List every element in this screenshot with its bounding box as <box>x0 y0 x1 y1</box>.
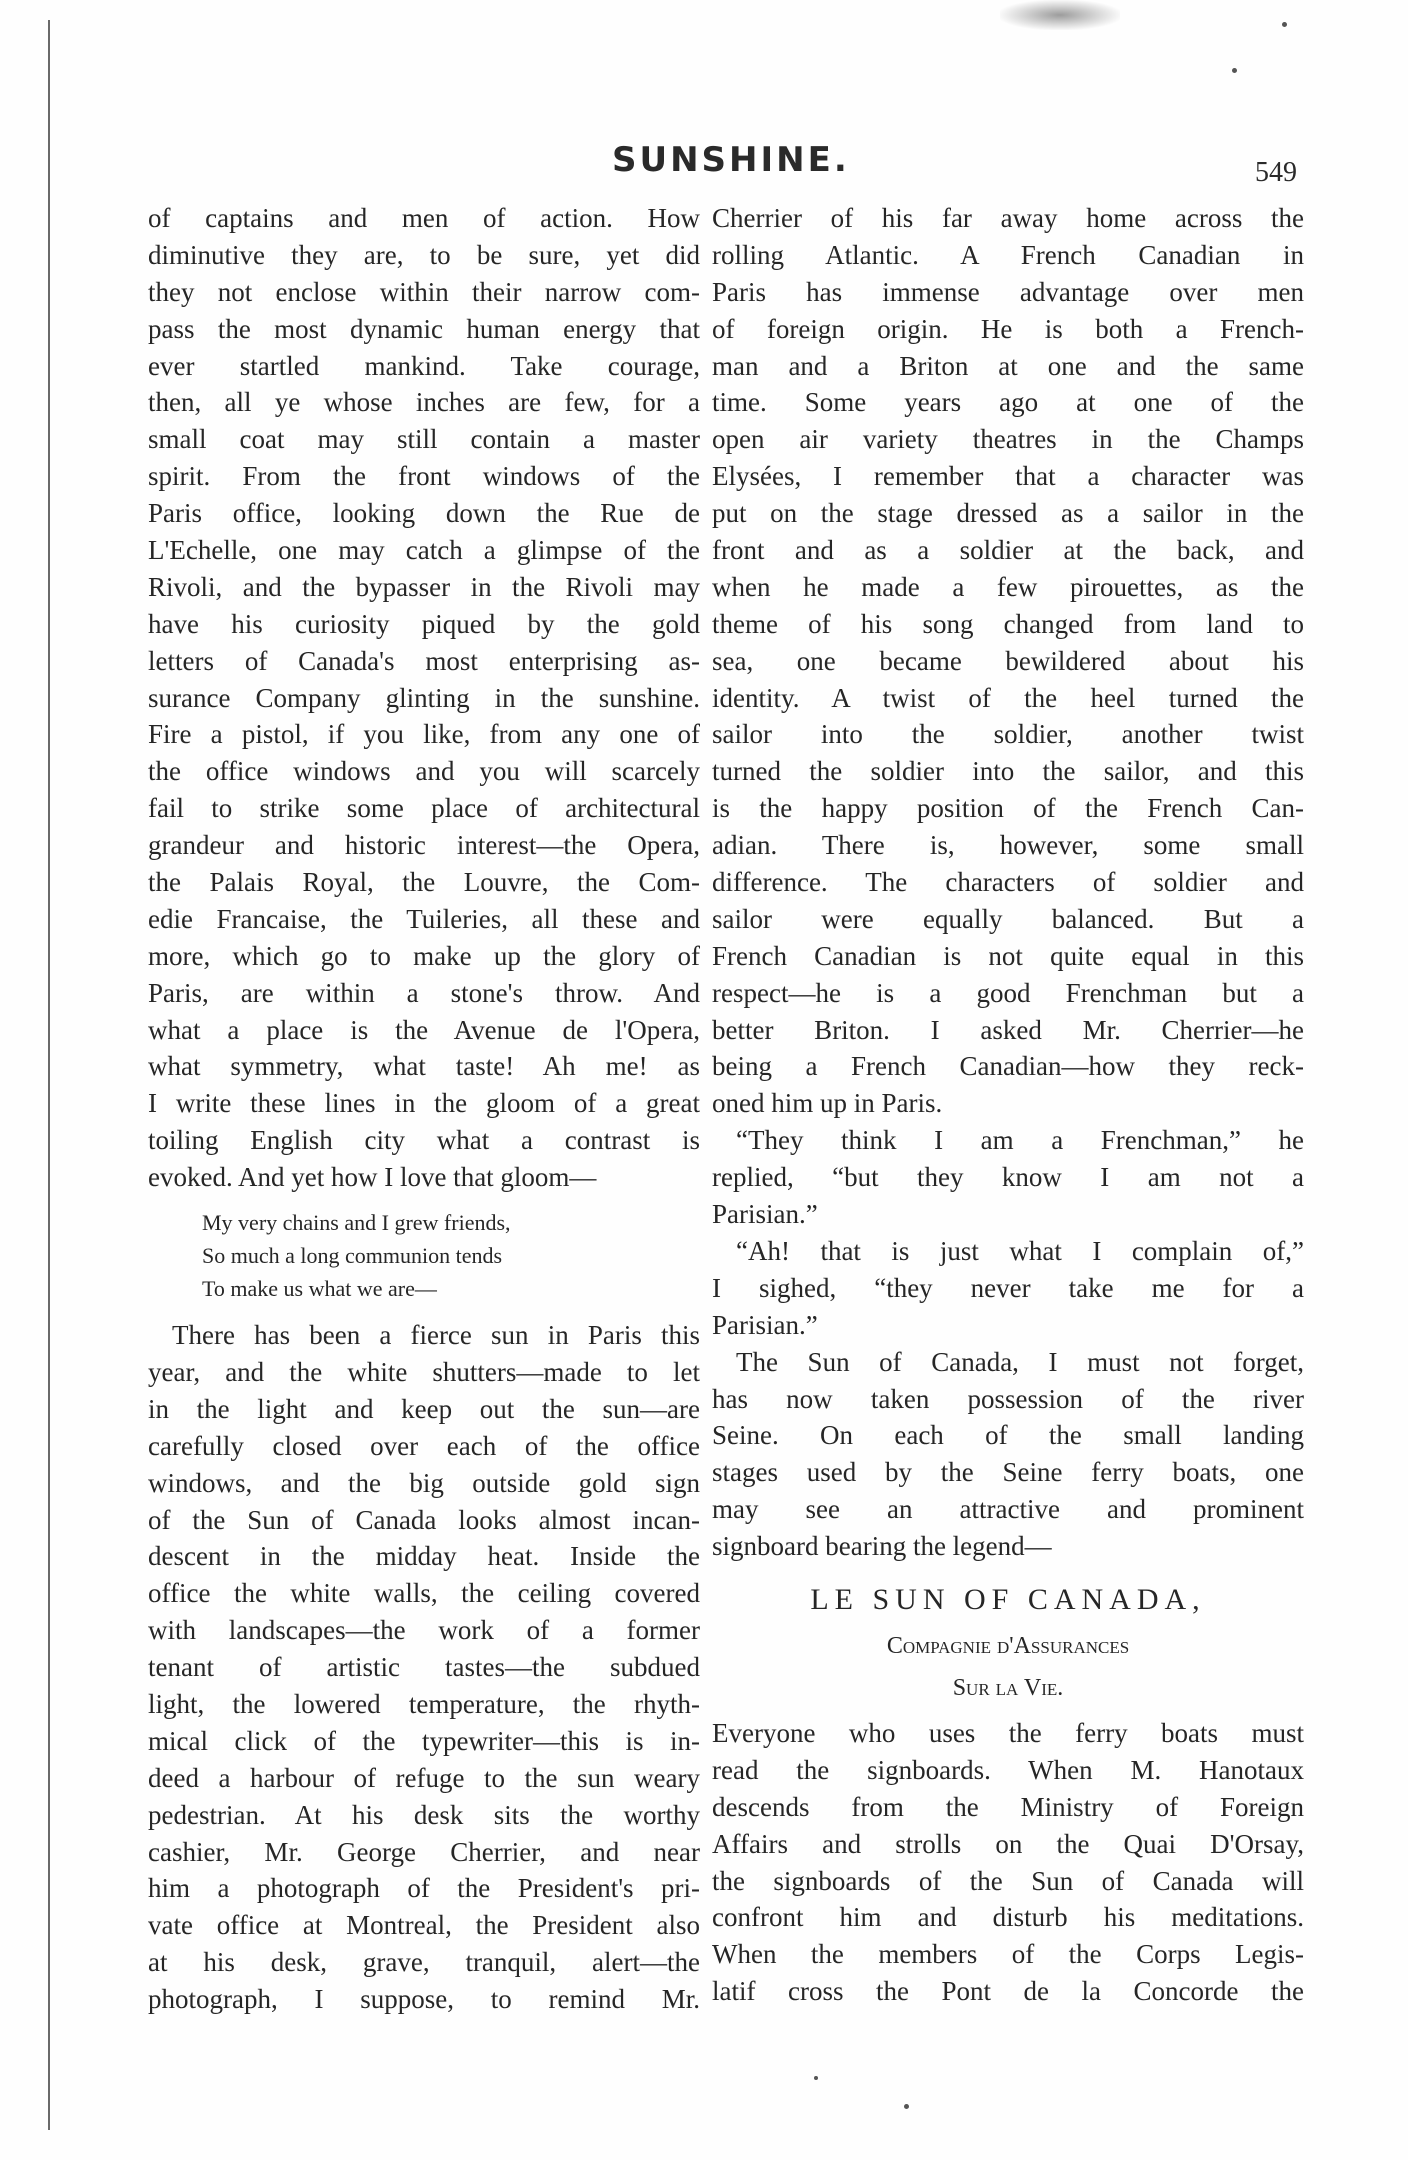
ink-speck <box>1232 68 1237 73</box>
text-line: French Canadian is not quite equal in this <box>712 940 1304 971</box>
paragraph <box>712 1233 1304 1344</box>
paragraph <box>712 1715 1304 2010</box>
text-line: Cherrier of his far away home across the <box>712 203 1304 233</box>
ink-speck <box>1282 22 1287 27</box>
text-line: windows, and the big outside gold sign <box>148 1467 700 1498</box>
poem-line: My very chains and I grew friends, <box>202 1210 511 1236</box>
text-line: Paris, are within a stone's throw. And <box>148 977 700 1008</box>
text-line: turned the soldier into the sailor, and this <box>712 756 1304 787</box>
text-line: carefully closed over each of the office <box>148 1430 700 1461</box>
ink-smudge <box>1000 0 1120 30</box>
text-line: Rivoli, and the bypasser in the Rivoli may <box>148 571 700 602</box>
signboard-legend <box>712 1575 1304 1709</box>
text-line: more, which go to make up the glory of <box>148 940 700 971</box>
text-line: signboard bearing the legend— <box>712 1531 1052 1562</box>
text-line: open air variety theatres in the Champs <box>712 424 1304 455</box>
text-line: tenant of artistic tastes—the subdued <box>148 1652 700 1683</box>
text-line: him a photograph of the President's pri- <box>148 1873 700 1904</box>
text-line: confront him and disturb his meditations. <box>712 1902 1304 1933</box>
text-line: put on the stage dressed as a sailor in the <box>712 498 1304 529</box>
text-line: adian. There is, however, some small <box>712 830 1304 861</box>
paragraph <box>148 1317 700 2018</box>
text-line: the office windows and you will scarcely <box>148 756 700 787</box>
text-line: small coat may still contain a master <box>148 424 700 455</box>
text-line: replied, “but they know I am not a <box>712 1162 1304 1193</box>
text-line: descends from the Ministry of Foreign <box>712 1791 1304 1822</box>
signboard-title: LE SUN OF CANADA, <box>810 1582 1206 1616</box>
poem-line: So much a long communion tends <box>202 1243 503 1269</box>
text-line: Paris has immense advantage over men <box>712 276 1304 307</box>
text-line: I write these lines in the gloom of a great <box>148 1088 700 1119</box>
text-line: “Ah! that is just what I complain of,” <box>736 1235 1304 1266</box>
text-line: in the light and keep out the sun—are <box>148 1393 700 1424</box>
text-line: L'Echelle, one may catch a glimpse of the <box>148 535 700 566</box>
text-line: surance Company glinting in the sunshine. <box>148 682 700 713</box>
text-line: better Briton. I asked Mr. Cherrier—he <box>712 1014 1304 1045</box>
page-number: 549 <box>1255 157 1297 188</box>
text-line: Paris office, looking down the Rue de <box>148 498 700 529</box>
text-line: edie Francaise, the Tuileries, all these and <box>148 903 700 934</box>
text-line: Parisian.” <box>712 1199 818 1230</box>
text-line: may see an attractive and prominent <box>712 1494 1304 1525</box>
text-line: of foreign origin. He is both a French- <box>712 313 1304 344</box>
text-line: theme of his song changed from land to <box>712 608 1304 639</box>
poem-line: To make us what we are— <box>202 1276 437 1302</box>
text-line: There has been a fierce sun in Paris this <box>172 1320 700 1351</box>
text-line: time. Some years ago at one of the <box>712 387 1304 418</box>
text-line: grandeur and historic interest—the Opera, <box>148 830 700 861</box>
text-line: vate office at Montreal, the President also <box>148 1910 700 1941</box>
text-line: then, all ye whose inches are few, for a <box>148 387 700 418</box>
ink-speck <box>814 2076 818 2080</box>
poem-quote <box>148 1206 700 1305</box>
paragraph <box>712 1344 1304 1565</box>
text-line: year, and the white shutters—made to let <box>148 1356 700 1387</box>
text-line: light, the lowered temperature, the rhyth- <box>148 1688 700 1719</box>
page-edge-line <box>48 20 50 2130</box>
signboard-subtitle: Sur la Vie. <box>952 1674 1064 1701</box>
paragraph <box>712 200 1304 1122</box>
paragraph <box>712 1122 1304 1233</box>
paragraph <box>148 200 700 1196</box>
text-line: pedestrian. At his desk sits the worthy <box>148 1799 700 1830</box>
text-line: Everyone who uses the ferry boats must <box>712 1717 1304 1748</box>
text-line: identity. A twist of the heel turned the <box>712 682 1304 713</box>
text-line: The Sun of Canada, I must not forget, <box>736 1346 1304 1377</box>
text-line: read the signboards. When M. Hanotaux <box>712 1754 1304 1785</box>
text-line: deed a harbour of refuge to the sun weary <box>148 1762 700 1793</box>
text-line: when he made a few pirouettes, as the <box>712 571 1304 602</box>
text-line: the Palais Royal, the Louvre, the Com- <box>148 867 700 898</box>
text-line: respect—he is a good Frenchman but a <box>712 977 1304 1008</box>
text-line: what symmetry, what taste! Ah me! as <box>148 1051 700 1082</box>
text-line: sea, one became bewildered about his <box>712 645 1304 676</box>
signboard-subtitle: Compagnie d'Assurances <box>886 1632 1130 1659</box>
text-line: oned him up in Paris. <box>712 1088 943 1119</box>
text-line: Elysées, I remember that a character was <box>712 461 1304 492</box>
text-line: has now taken possession of the river <box>712 1383 1304 1414</box>
text-line: descent in the midday heat. Inside the <box>148 1541 700 1572</box>
text-line: evoked. And yet how I love that gloom— <box>148 1162 597 1193</box>
ink-speck <box>904 2104 909 2109</box>
text-line: what a place is the Avenue de l'Opera, <box>148 1014 700 1045</box>
text-line: difference. The characters of soldier and <box>712 867 1304 898</box>
text-line: Parisian.” <box>712 1309 818 1340</box>
text-line: is the happy position of the French Can- <box>712 793 1304 824</box>
text-line: of captains and men of action. How <box>148 203 700 233</box>
text-line: Affairs and strolls on the Quai D'Orsay, <box>712 1828 1304 1859</box>
text-line: have his curiosity piqued by the gold <box>148 608 700 639</box>
text-line: Seine. On each of the small landing <box>712 1420 1304 1451</box>
text-line: photograph, I suppose, to remind Mr. <box>148 1984 700 2015</box>
text-line: I sighed, “they never take me for a <box>712 1272 1304 1303</box>
text-line: toiling English city what a contrast is <box>148 1125 700 1156</box>
text-line: at his desk, grave, tranquil, alert—the <box>148 1947 700 1978</box>
text-line: being a French Canadian—how they reck- <box>712 1051 1304 1082</box>
text-line: the signboards of the Sun of Canada will <box>712 1865 1304 1896</box>
text-line: rolling Atlantic. A French Canadian in <box>712 239 1304 270</box>
text-line: office the white walls, the ceiling covered <box>148 1578 700 1609</box>
text-line: pass the most dynamic human energy that <box>148 313 700 344</box>
text-line: man and a Briton at one and the same <box>712 350 1304 381</box>
left-column <box>148 200 700 2018</box>
text-line: letters of Canada's most enterprising as- <box>148 645 700 676</box>
text-line: with landscapes—the work of a former <box>148 1615 700 1646</box>
text-line: stages used by the Seine ferry boats, one <box>712 1457 1304 1488</box>
text-line: spirit. From the front windows of the <box>148 461 700 492</box>
text-line: ever startled mankind. Take courage, <box>148 350 700 381</box>
running-header-title: SUNSHINE. <box>612 140 850 180</box>
text-line: Fire a pistol, if you like, from any one of <box>148 719 700 750</box>
text-line: mical click of the typewriter—this is in- <box>148 1725 700 1756</box>
text-line: they not enclose within their narrow com- <box>148 276 700 307</box>
text-line: sailor were equally balanced. But a <box>712 903 1304 934</box>
text-line: fail to strike some place of architectural <box>148 793 700 824</box>
text-line: sailor into the soldier, another twist <box>712 719 1304 750</box>
text-line: When the members of the Corps Legis- <box>712 1939 1304 1970</box>
text-line: of the Sun of Canada looks almost incan- <box>148 1504 700 1535</box>
text-line: “They think I am a Frenchman,” he <box>736 1125 1304 1156</box>
text-line: cashier, Mr. George Cherrier, and near <box>148 1836 700 1867</box>
text-line: front and as a soldier at the back, and <box>712 535 1304 566</box>
text-line: diminutive they are, to be sure, yet did <box>148 239 700 270</box>
right-column <box>712 200 1304 2010</box>
text-line: latif cross the Pont de la Concorde the <box>712 1976 1304 2007</box>
